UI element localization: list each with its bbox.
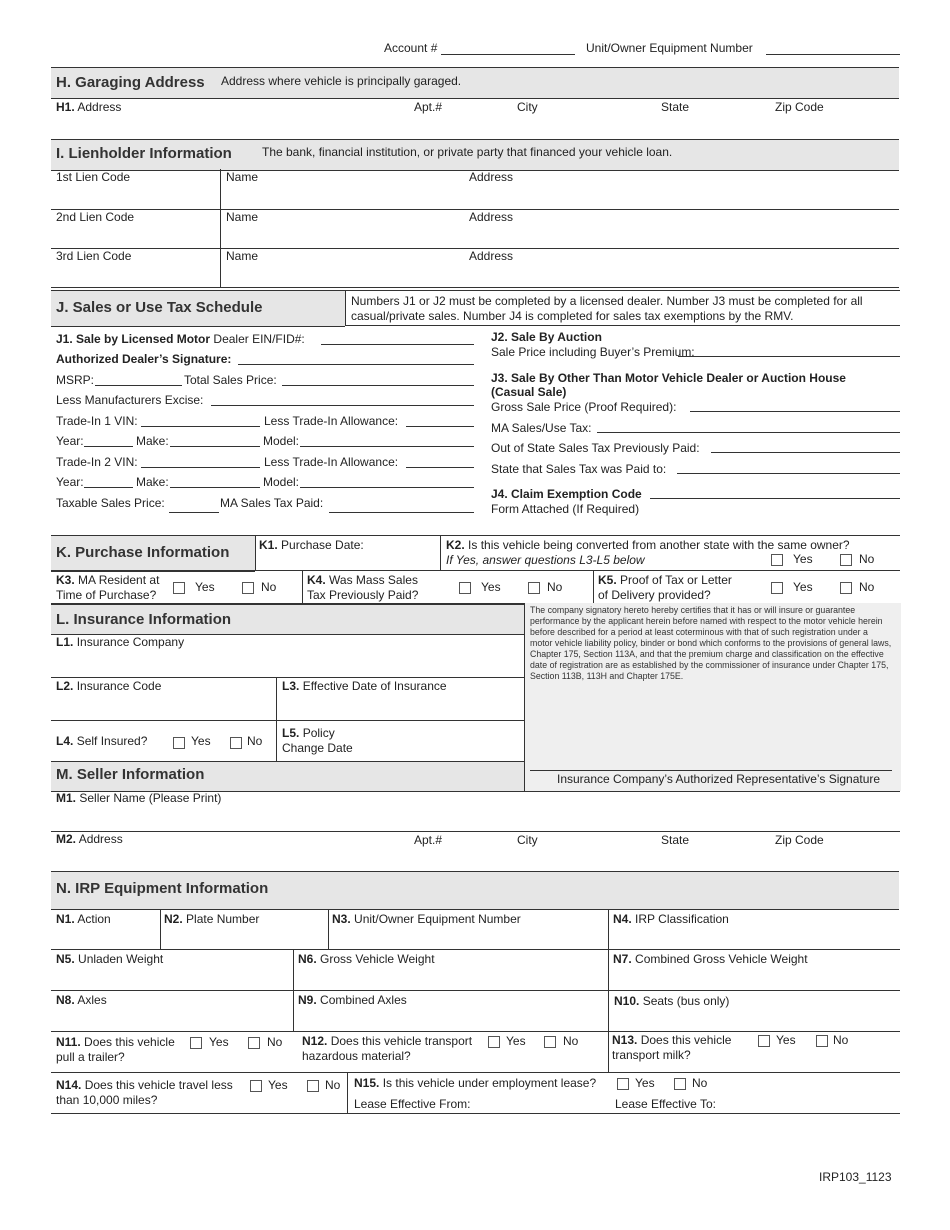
h-zip-label: Zip Code (775, 100, 824, 114)
ma-use-tax-input[interactable] (597, 432, 900, 433)
m1-label: Seller Name (Please Print) (79, 791, 222, 805)
k4-yes-label: Yes (481, 580, 501, 594)
trade2-year-label: Year: (56, 475, 84, 489)
j3-title-line1: J3. Sale By Other Than Motor Vehicle Dealer or Auction House (491, 371, 846, 385)
m-state-label: State (661, 833, 690, 847)
trade2-model-label: Model: (263, 475, 300, 489)
insurance-sig-label: Insurance Company’s Authorized Representative’s Signature (557, 772, 881, 786)
state-paid-label: State that Sales Tax was Paid to: (491, 462, 667, 476)
n9-number: N9. (298, 993, 317, 1007)
n12-no-checkbox[interactable] (544, 1036, 556, 1048)
section-m-title: M. Seller Information (56, 766, 205, 783)
trade1-year-label: Year: (56, 434, 84, 448)
n12-number: N12. (302, 1034, 328, 1048)
m1-number: M1. (56, 791, 77, 805)
trade1-year-input[interactable] (84, 446, 133, 447)
auth-sig-label: Authorized Dealer’s Signature: (56, 352, 232, 366)
n1-label: Action (77, 912, 111, 926)
total-price-input[interactable] (282, 385, 474, 386)
k1-number: K1. (259, 538, 278, 552)
lease-to-label[interactable]: Lease Effective To: (615, 1097, 716, 1111)
l4-no-checkbox[interactable] (230, 737, 242, 749)
n2-field[interactable] (164, 912, 259, 926)
unit-number-input[interactable] (766, 54, 900, 55)
n15-no-label: No (692, 1076, 708, 1090)
k2-note: If Yes, answer questions L3-L5 below (446, 553, 645, 567)
k4-number: K4. (307, 573, 326, 587)
k3-number: K3. (56, 573, 75, 587)
lien3-name[interactable]: Name (226, 249, 259, 263)
l3-field[interactable] (282, 679, 447, 693)
k2-no-checkbox[interactable] (840, 554, 852, 566)
n10-label: Seats (bus only) (642, 994, 730, 1008)
n6-number: N6. (298, 952, 317, 966)
k4-no-label: No (547, 580, 563, 594)
section-h-desc: Address where vehicle is principally garaged. (221, 74, 462, 88)
n3-number: N3. (332, 912, 351, 926)
excise-input[interactable] (211, 405, 474, 406)
l5-number: L5. (282, 726, 300, 740)
section-j-title: J. Sales or Use Tax Schedule (56, 299, 263, 316)
l2-number: L2. (56, 679, 74, 693)
trade2-year-input[interactable] (84, 487, 133, 488)
n4-label: IRP Classification (635, 912, 729, 926)
j4-code-input[interactable] (650, 498, 900, 499)
ma-tax-paid-input[interactable] (329, 512, 474, 513)
k3-yes-checkbox[interactable] (173, 582, 185, 594)
j1-ein-input[interactable] (321, 344, 474, 345)
k4-no-checkbox[interactable] (528, 582, 540, 594)
trade1-vin-label: Trade-In 1 VIN: (56, 414, 138, 428)
n11-yes-label: Yes (209, 1035, 229, 1049)
n9-field[interactable] (298, 993, 407, 1007)
h1-number: H1. (56, 100, 75, 114)
k5-line1: Proof of Tax or Letter (620, 573, 732, 587)
l1-field[interactable] (56, 635, 184, 649)
n5-number: N5. (56, 952, 75, 966)
ma-tax-paid-label: MA Sales Tax Paid: (220, 496, 324, 510)
trade1-model-input[interactable] (300, 446, 474, 447)
n14-line1: Does this vehicle travel less (84, 1078, 233, 1092)
n10-field[interactable] (614, 994, 729, 1008)
l3-number: L3. (282, 679, 300, 693)
n13-question (612, 1033, 731, 1047)
l4-number: L4. (56, 734, 74, 748)
j1-title: J1. Sale by Licensed Motor (56, 332, 211, 346)
j2-title: J2. Sale By Auction (491, 330, 602, 344)
n14-number: N14. (56, 1078, 82, 1092)
n13-number: N13. (612, 1033, 638, 1047)
l1-label: Insurance Company (76, 635, 185, 649)
lien3-address[interactable]: Address (469, 249, 514, 263)
l4-question (56, 734, 147, 748)
l1-number: L1. (56, 635, 74, 649)
n11-no-label: No (267, 1035, 283, 1049)
trade2-make-input[interactable] (170, 487, 260, 488)
n14-line2: than 10,000 miles? (56, 1093, 158, 1107)
n13-line1: Does this vehicle (640, 1033, 732, 1047)
account-label: Account # (384, 41, 438, 55)
lien2-name[interactable]: Name (226, 210, 259, 224)
n15-number: N15. (354, 1076, 380, 1090)
n14-no-checkbox[interactable] (307, 1080, 319, 1092)
n7-field[interactable] (613, 952, 808, 966)
n11-line2: pull a trailer? (56, 1050, 125, 1064)
ma-use-tax-label: MA Sales/Use Tax: (491, 421, 592, 435)
n8-number: N8. (56, 993, 75, 1007)
trade1-make-input[interactable] (170, 446, 260, 447)
k4-line2: Tax Previously Paid? (307, 588, 419, 602)
n2-number: N2. (164, 912, 183, 926)
lien3-code[interactable]: 3rd Lien Code (56, 249, 132, 263)
section-n-title: N. IRP Equipment Information (56, 880, 269, 897)
l4-yes-checkbox[interactable] (173, 737, 185, 749)
l5-line1: Policy (302, 726, 335, 740)
n12-question (302, 1034, 472, 1048)
n6-label: Gross Vehicle Weight (320, 952, 435, 966)
m1-field[interactable] (56, 791, 221, 805)
state-paid-input[interactable] (677, 473, 900, 474)
k1-label: Purchase Date: (281, 538, 364, 552)
k2-label: Is this vehicle being converted from another state with the same owner? (468, 538, 850, 552)
h-apt-label: Apt.# (414, 100, 443, 114)
lien2-address[interactable]: Address (469, 210, 514, 224)
m-city-label: City (517, 833, 538, 847)
trade2-make-label: Make: (136, 475, 169, 489)
gross-price-label: Gross Sale Price (Proof Required): (491, 400, 677, 414)
n14-yes-checkbox[interactable] (250, 1080, 262, 1092)
l2-label: Insurance Code (76, 679, 162, 693)
n13-yes-label: Yes (776, 1033, 796, 1047)
l4-no-label: No (247, 734, 263, 748)
n12-yes-checkbox[interactable] (488, 1036, 500, 1048)
j1-label (56, 332, 305, 346)
m-zip-label: Zip Code (775, 833, 824, 847)
n15-yes-label: Yes (635, 1076, 655, 1090)
lien1-name[interactable]: Name (226, 170, 259, 184)
section-i-desc: The bank, financial institution, or private party that financed your vehicle loan. (262, 145, 673, 159)
j2-price-input[interactable] (678, 356, 900, 357)
k2-question (446, 538, 850, 552)
n8-label: Axles (77, 993, 107, 1007)
n12-no-label: No (563, 1034, 579, 1048)
m2-number: M2. (56, 832, 77, 846)
n13-no-label: No (833, 1033, 849, 1047)
k4-yes-checkbox[interactable] (459, 582, 471, 594)
k2-yes-label: Yes (793, 552, 813, 566)
n3-field[interactable] (332, 912, 521, 926)
k3-line1: MA Resident at (78, 573, 160, 587)
l4-label: Self Insured? (76, 734, 148, 748)
trade1-allow-label: Less Trade-In Allowance: (264, 414, 399, 428)
k4-line1: Was Mass Sales (329, 573, 418, 587)
j4-title: J4. Claim Exemption Code (491, 487, 642, 501)
j-note-line2: casual/private sales. Number J4 is completed for sales tax exemptions by the RMV. (351, 309, 794, 323)
j4-form-label: Form Attached (If Required) (491, 502, 640, 516)
n1-field[interactable] (56, 912, 111, 926)
n6-field[interactable] (298, 952, 435, 966)
n14-question (56, 1078, 233, 1092)
section-i-title: I. Lienholder Information (56, 145, 232, 162)
insurance-cert-text: The company signatory hereto hereby certifies that it has or will insure or guarantee performance by the applicant herein before named with respect to the motor vehicle herein before described for a period at least coterminous with that of such registration under a motor vehicle liability policy, binder or bond which conforms to the provisions of general laws, Chapter 175, Section 113A, and that the premium charge and classification on the effective date of registration are as established by the commissioner of insurance under Chapter 175, Section 113B, 113H and Chapter 175E. (530, 605, 892, 681)
n10-number: N10. (614, 994, 640, 1008)
n4-field[interactable] (613, 912, 729, 926)
j-note-line1: Numbers J1 or J2 must be completed by a licensed dealer. Number J3 must be completed for all (351, 294, 863, 308)
n13-yes-checkbox[interactable] (758, 1035, 770, 1047)
h-state-label: State (661, 100, 690, 114)
k3-no-checkbox[interactable] (242, 582, 254, 594)
trade1-make-label: Make: (136, 434, 169, 448)
section-l-title: L. Insurance Information (56, 611, 232, 628)
k3-no-label: No (261, 580, 277, 594)
k2-number: K2. (446, 538, 465, 552)
n12-yes-label: Yes (506, 1034, 526, 1048)
n12-line1: Does this vehicle transport (330, 1034, 473, 1048)
n11-question (56, 1035, 175, 1049)
account-input[interactable] (441, 54, 575, 55)
n9-label: Combined Axles (320, 993, 407, 1007)
l5-field[interactable] (282, 726, 335, 740)
unit-number-label: Unit/Owner Equipment Number (586, 41, 753, 55)
n1-number: N1. (56, 912, 75, 926)
taxable-price-input[interactable] (169, 512, 219, 513)
k5-no-label: No (859, 580, 875, 594)
oos-tax-label: Out of State Sales Tax Previously Paid: (491, 441, 700, 455)
trade2-allow-label: Less Trade-In Allowance: (264, 455, 399, 469)
m2-field[interactable] (56, 832, 123, 846)
k1-field[interactable] (259, 538, 364, 552)
n5-field[interactable] (56, 952, 163, 966)
n13-no-checkbox[interactable] (816, 1035, 828, 1047)
n3-label: Unit/Owner Equipment Number (354, 912, 521, 926)
total-price-label: Total Sales Price: (184, 373, 277, 387)
n15-label: Is this vehicle under employment lease? (382, 1076, 597, 1090)
n11-yes-checkbox[interactable] (190, 1037, 202, 1049)
m2-label: Address (78, 832, 123, 846)
trade1-vin-input[interactable] (141, 426, 260, 427)
n11-number: N11. (56, 1035, 81, 1049)
n15-yes-checkbox[interactable] (617, 1078, 629, 1090)
trade2-vin-input[interactable] (141, 467, 260, 468)
section-h-title: H. Garaging Address (56, 74, 205, 91)
n13-line2: transport milk? (612, 1048, 691, 1062)
k5-yes-checkbox[interactable] (771, 582, 783, 594)
n14-yes-label: Yes (268, 1078, 288, 1092)
n7-label: Combined Gross Vehicle Weight (635, 952, 808, 966)
trade2-vin-label: Trade-In 2 VIN: (56, 455, 138, 469)
m-apt-label: Apt.# (414, 833, 443, 847)
k3-line2: Time of Purchase? (56, 588, 157, 602)
n15-no-checkbox[interactable] (674, 1078, 686, 1090)
auth-sig-input[interactable] (238, 364, 474, 365)
n14-no-label: No (325, 1078, 341, 1092)
n12-line2: hazardous material? (302, 1049, 411, 1063)
h1-field[interactable] (56, 100, 121, 114)
h1-label: Address (77, 100, 122, 114)
trade1-model-label: Model: (263, 434, 300, 448)
lien1-address[interactable]: Address (469, 170, 514, 184)
gross-price-input[interactable] (690, 411, 900, 412)
trade2-model-input[interactable] (300, 487, 474, 488)
k5-question (598, 573, 732, 587)
k5-yes-label: Yes (793, 580, 813, 594)
n15-question (354, 1076, 596, 1090)
trade1-allow-input[interactable] (406, 426, 474, 427)
msrp-label: MSRP: (56, 373, 95, 387)
k5-line2: of Delivery provided? (598, 588, 711, 602)
n4-number: N4. (613, 912, 632, 926)
section-k-title: K. Purchase Information (56, 544, 230, 561)
k2-yes-checkbox[interactable] (771, 554, 783, 566)
n7-number: N7. (613, 952, 632, 966)
n2-label: Plate Number (186, 912, 260, 926)
lien1-code[interactable]: 1st Lien Code (56, 170, 131, 184)
insurance-sig-line[interactable] (530, 770, 892, 771)
k4-question (307, 573, 418, 587)
l3-label: Effective Date of Insurance (302, 679, 447, 693)
n11-no-checkbox[interactable] (248, 1037, 260, 1049)
j1-dealer-label: Dealer EIN/FID#: (213, 332, 305, 346)
j2-price-label: Sale Price including Buyer’s Premium: (491, 345, 695, 359)
j3-title-line2: (Casual Sale) (491, 385, 567, 399)
k3-question (56, 573, 159, 587)
lien2-code[interactable]: 2nd Lien Code (56, 210, 135, 224)
l2-field[interactable] (56, 679, 161, 693)
k5-no-checkbox[interactable] (840, 582, 852, 594)
k5-number: K5. (598, 573, 617, 587)
k2-no-label: No (859, 552, 875, 566)
h-city-label: City (517, 100, 538, 114)
l5-line2: Change Date (282, 741, 353, 755)
oos-tax-input[interactable] (711, 452, 900, 453)
trade2-allow-input[interactable] (406, 467, 474, 468)
n8-field[interactable] (56, 993, 107, 1007)
excise-label: Less Manufacturers Excise: (56, 393, 204, 407)
msrp-input[interactable] (95, 385, 182, 386)
form-id: IRP103_1123 (819, 1170, 892, 1184)
n5-label: Unladen Weight (78, 952, 164, 966)
n11-line1: Does this vehicle (84, 1035, 175, 1049)
lease-from-label[interactable]: Lease Effective From: (354, 1097, 471, 1111)
taxable-price-label: Taxable Sales Price: (56, 496, 165, 510)
l4-yes-label: Yes (191, 734, 211, 748)
k3-yes-label: Yes (195, 580, 215, 594)
